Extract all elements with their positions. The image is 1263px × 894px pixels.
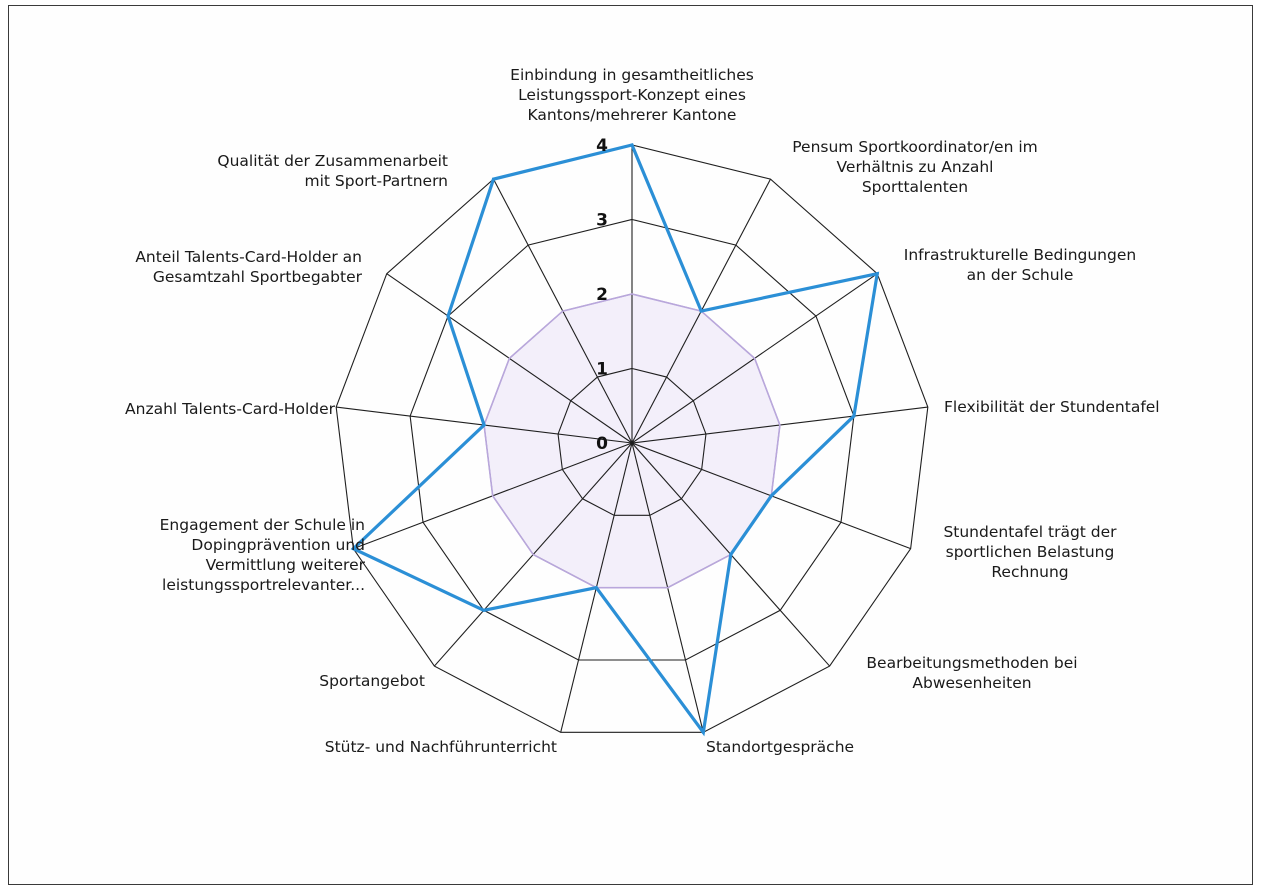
axis-label-11-line-1: Anzahl Talents-Card-Holder [125, 400, 335, 418]
axis-label-3-line-1: Infrastrukturelle Bedingungen [903, 246, 1137, 264]
axis-label-13-line-1: Qualität der Zusammenarbeit [217, 152, 448, 170]
axis-label-7-line-1: Standortgespräche [706, 738, 855, 756]
axis-label-2-line-1: Pensum Sportkoordinator/en im [792, 138, 1038, 156]
axis-label-3-line-2: an der Schule [966, 266, 1074, 284]
tick-label-2: 2 [596, 285, 608, 305]
axis-label-8 [325, 738, 557, 756]
series-1-point-13 [492, 178, 495, 181]
axis-label-2-line-3: Sporttalenten [861, 178, 969, 196]
tick-label-0: 0 [596, 434, 608, 454]
axis-label-10-line-1: Engagement der Schule in [159, 516, 365, 534]
axis-label-6-line-2: Abwesenheiten [912, 674, 1032, 692]
axis-label-12 [135, 248, 362, 286]
axis-label-1-line-3: Kantons/mehrerer Kantone [527, 106, 737, 124]
axis-label-12-line-1: Anteil Talents-Card-Holder an [135, 248, 362, 266]
axis-label-9-line-1: Sportangebot [319, 672, 425, 690]
axis-label-13 [217, 152, 448, 190]
axis-label-5 [943, 523, 1117, 581]
axis-label-11 [125, 400, 336, 418]
axis-label-2 [792, 138, 1038, 196]
axis-label-6 [866, 654, 1077, 692]
axis-label-7 [706, 738, 854, 756]
axis-label-10-line-2: Dopingprävention und [191, 536, 365, 554]
series-1-point-6 [729, 553, 732, 556]
axis-label-1-line-1: Einbindung in gesamtheitliches [510, 66, 754, 84]
axis-label-10-line-3: Vermittlung weiterer [205, 556, 365, 574]
axis-label-6-line-1: Bearbeitungsmethoden bei [866, 654, 1078, 672]
axis-label-2-line-2: Verhältnis zu Anzahl [836, 158, 994, 176]
series-1-point-12 [446, 314, 449, 317]
axis-label-10 [160, 516, 366, 594]
series-1-point-11 [482, 423, 485, 426]
series-1-point-2 [700, 309, 703, 312]
axis-label-8-line-1: Stütz- und Nachführunterricht [324, 738, 557, 756]
series-1-point-4 [852, 414, 855, 417]
tick-label-4: 4 [596, 136, 608, 156]
axis-label-5-line-3: Rechnung [991, 563, 1069, 581]
tick-label-3: 3 [596, 210, 608, 231]
axis-label-1 [510, 66, 754, 124]
axis-label-13-line-2: mit Sport-Partnern [304, 172, 448, 190]
series-1-point-9 [482, 609, 485, 612]
axis-label-4-line-1: Flexibilität der Stundentafel [944, 398, 1160, 416]
series-1-point-5 [770, 494, 773, 497]
series-1-point-8 [595, 586, 598, 589]
axis-label-9 [319, 672, 425, 690]
tick-label-1: 1 [596, 359, 608, 380]
axis-label-1-line-2: Leistungssport-Konzept eines [518, 86, 746, 104]
axis-label-5-line-2: sportlichen Belastung [945, 543, 1115, 561]
series-1-point-3 [876, 272, 879, 275]
axis-label-10-line-4: leistungssportrelevanter... [162, 576, 365, 594]
series-1-point-7 [702, 731, 705, 734]
series-1-point-1 [630, 143, 633, 146]
axis-label-4 [944, 398, 1160, 416]
axis-label-12-line-2: Gesamtzahl Sportbegabter [152, 268, 362, 286]
axis-label-3 [904, 246, 1136, 284]
axis-label-5-line-1: Stundentafel trägt der [943, 523, 1117, 541]
